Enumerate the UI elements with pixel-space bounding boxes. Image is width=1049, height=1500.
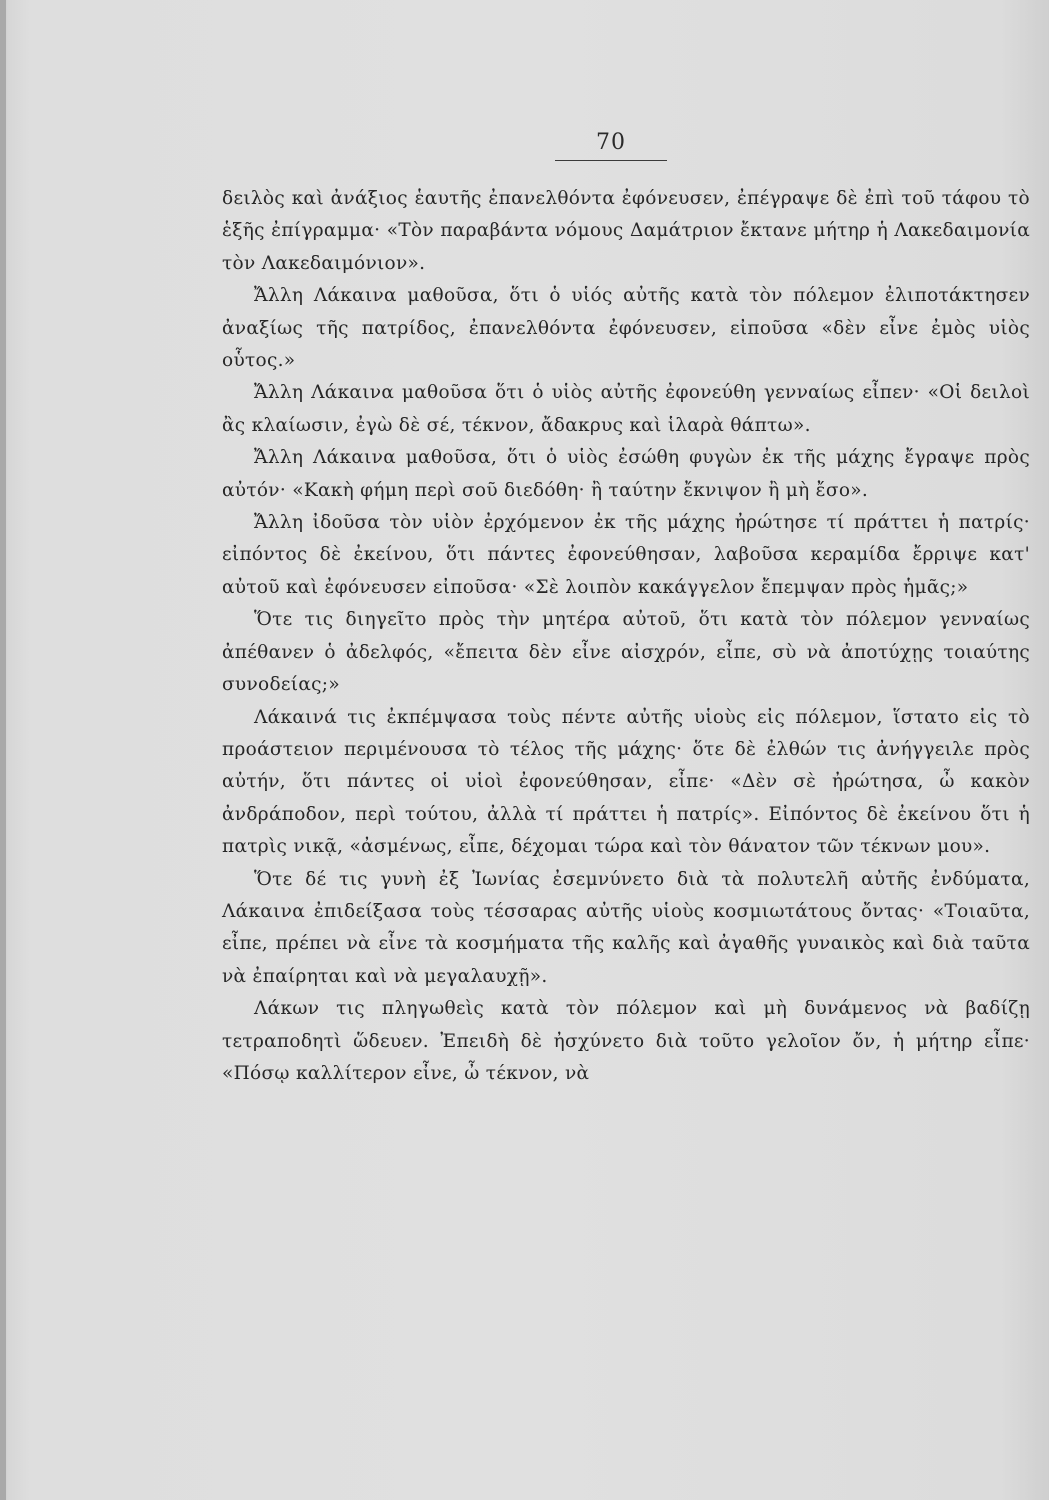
paragraph: Ὅτε τις διηγεῖτο πρὸς τὴν μητέρα αὐτοῦ, ὅτι κατὰ τὸν πόλεμον γενναίως ἀπέθανεν ὁ ἀδελφός, «ἔπειτα δὲν εἶνε αἰσχρόν, εἶπε, σὺ νὰ ἀποτύχῃς τοιαύτης συνοδείας;» bbox=[222, 609, 1030, 696]
paragraph: δειλὸς καὶ ἀνάξιος ἑαυτῆς ἐπανελθόντα ἐφόνευσεν, ἐπέγραψε δὲ ἐπὶ τοῦ τάφου τὸ ἑξῆς ἐπίγραμμα· «Τὸν παραβάντα νόμους Δαμάτριον ἔκτανε μήτηρ ἡ Λακεδαιμονία τὸν Λακεδαιμόνιον». bbox=[222, 188, 1030, 274]
paragraph: Ἄλλη ἰδοῦσα τὸν υἱὸν ἐρχόμενον ἐκ τῆς μάχης ἠρώτησε τί πράττει ἡ πατρίς· εἰπόντος δὲ ἐκείνου, ὅτι πάντες ἐφονεύθησαν, λαβοῦσα κεραμίδα ἔρριψε κατ' αὐτοῦ καὶ ἐφόνευσεν εἰποῦσα· «Σὲ λοιπὸν κακάγγελον ἔπεμψαν πρὸς ἡμᾶς;» bbox=[222, 512, 1030, 598]
paragraph: Λάκαινά τις ἐκπέμψασα τοὺς πέντε αὐτῆς υἱοὺς εἰς πόλεμον, ἵστατο εἰς τὸ προάστειον περιμένουσα τὸ τέλος τῆς μάχης· ὅτε δὲ ἐλθών τις ἀνήγγειλε πρὸς αὐτήν, ὅτι πάντες οἱ υἱοὶ ἐφονεύθησαν, εἶπε· «Δὲν σὲ ἠρώτησα, ὦ κακὸν ἀνδράποδον, περὶ τούτου, ἀλλὰ τί πράττει ἡ πατρίς». Εἰπόντος δὲ ἐκείνου ὅτι ἡ πατρὶς νικᾷ, «ἀσμένως, εἶπε, δέχομαι τώρα καὶ τὸν θάνατον τῶν τέκνων μου». bbox=[222, 706, 1030, 858]
page-number-rule bbox=[555, 160, 667, 161]
paragraph: Ἄλλη Λάκαινα μαθοῦσα ὅτι ὁ υἱὸς αὐτῆς ἐφονεύθη γενναίως εἶπεν· «Οἱ δειλοὶ ἂς κλαίωσιν, ἐγὼ δὲ σέ, τέκνον, ἄδακρυς καὶ ἱλαρὰ θάπτω». bbox=[222, 382, 1030, 436]
paragraph: Ὅτε δέ τις γυνὴ ἐξ Ἰωνίας ἐσεμνύνετο διὰ τὰ πολυτελῆ αὐτῆς ἐνδύματα, Λάκαινα ἐπιδείξασα τοὺς τέσσαρας αὐτῆς υἱοὺς κοσμιωτάτους ὄντας· «Τοιαῦτα, εἶπε, πρέπει νὰ εἶνε τὰ κοσμήματα τῆς καλῆς καὶ ἀγαθῆς γυναικὸς καὶ διὰ ταῦτα νὰ ἐπαίρηται καὶ νὰ μεγαλαυχῇ». bbox=[222, 868, 1030, 987]
binding-edge bbox=[0, 0, 6, 1500]
paragraph: Ἄλλη Λάκαινα μαθοῦσα, ὅτι ὁ υἱός αὐτῆς κατὰ τὸν πόλεμον ἐλιποτάκτησεν ἀναξίως τῆς πατρίδος, ἐπανελθόντα ἐφόνευσεν, εἰποῦσα «δὲν εἶνε ἐμὸς υἱὸς οὗτος.» bbox=[222, 285, 1030, 372]
page-number: 70 bbox=[596, 130, 626, 155]
paragraph: Ἄλλη Λάκαινα μαθοῦσα, ὅτι ὁ υἱὸς ἐσώθη φυγὼν ἐκ τῆς μάχης ἔγραψε πρὸς αὐτόν· «Κακὴ φήμη περὶ σοῦ διεδόθη· ἢ ταύτην ἔκνιψον ἢ μὴ ἔσο». bbox=[222, 447, 1030, 501]
paragraph: Λάκων τις πληγωθεὶς κατὰ τὸν πόλεμον καὶ μὴ δυνάμενος νὰ βαδίζῃ τετραποδητὶ ὥδευεν. Ἐπειδὴ δὲ ἠσχύνετο διὰ τοῦτο γελοῖον ὄν, ἡ μήτηρ εἶπε· «Πόσῳ καλλίτερον εἶνε, ὦ τέκνον, νὰ bbox=[222, 998, 1030, 1084]
body-text bbox=[222, 183, 1030, 1090]
